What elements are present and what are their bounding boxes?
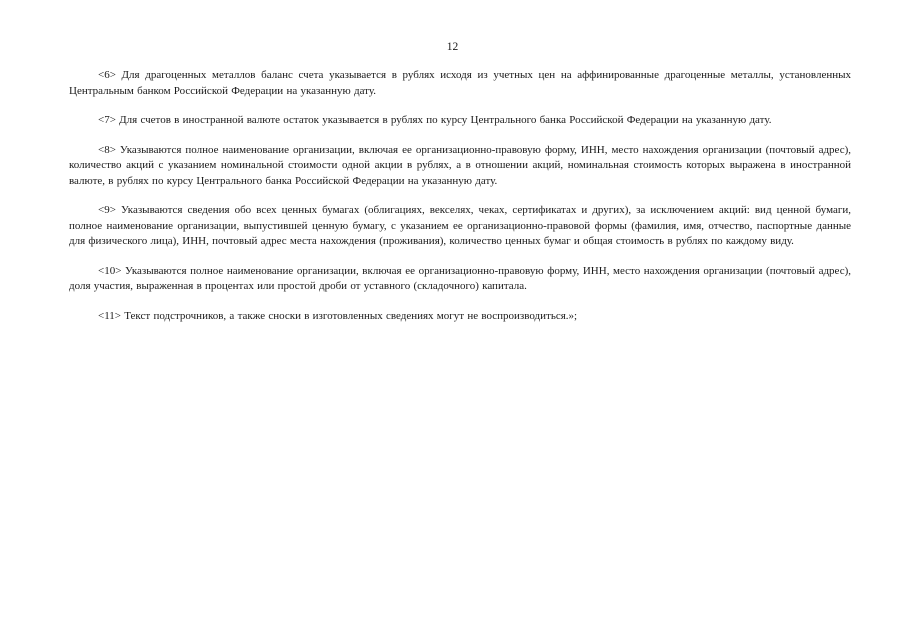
page-number: 12: [446, 41, 459, 53]
footnote-11: <11> Текст подстрочников, а также сноски в изготовленных сведениях могут не воспроизводиться.»;: [98, 309, 578, 322]
footnote-9: <9> Указываются сведения обо всех ценных бумагах (облигациях, векселях, чеках, сертификатах и других), за исключением акций: вид ценной бумаги, полное наименование организации, выпустившей ценную бумагу, с указанием ее организационно-правовой формы (фамилия, имя, отчество, паспортные данные для физического лица), ИНН, почтовый адрес места нахождения (проживания), количество ценных бумаг и общая стоимость в рублях по каждому виду.: [69, 204, 851, 247]
footnote-7: <7> Для счетов в иностранной валюте остаток указывается в рублях по курсу Центрального банка Российской Федерации на указанную дату.: [98, 114, 772, 126]
footnotes-section: [69, 68, 851, 338]
footnote-10: <10> Указываются полное наименование организации, включая ее организационно-правовую форму, ИНН, место нахождения организации (почтовый адрес), доля участия, выраженная в процентах или простой дроби от уставного (складочного) капитала.: [69, 264, 851, 292]
footnote-8: <8> Указываются полное наименование организации, включая ее организационно-правовую форму, ИНН, место нахождения организации (почтовый адрес), количество акций с указанием номинальной стоимости одной акции в рублях, а в отношении акций, номинальная стоимость которых выражена в иностранной валюте, в рублях по курсу Центрального банка Российской Федерации на указанную дату.: [69, 143, 851, 187]
footnote-6: <6> Для драгоценных металлов баланс счета указывается в рублях исходя из учетных цен на аффинированные драгоценные металлы, установленных Центральным банком Российской Федерации на указанную дату.: [69, 69, 851, 97]
